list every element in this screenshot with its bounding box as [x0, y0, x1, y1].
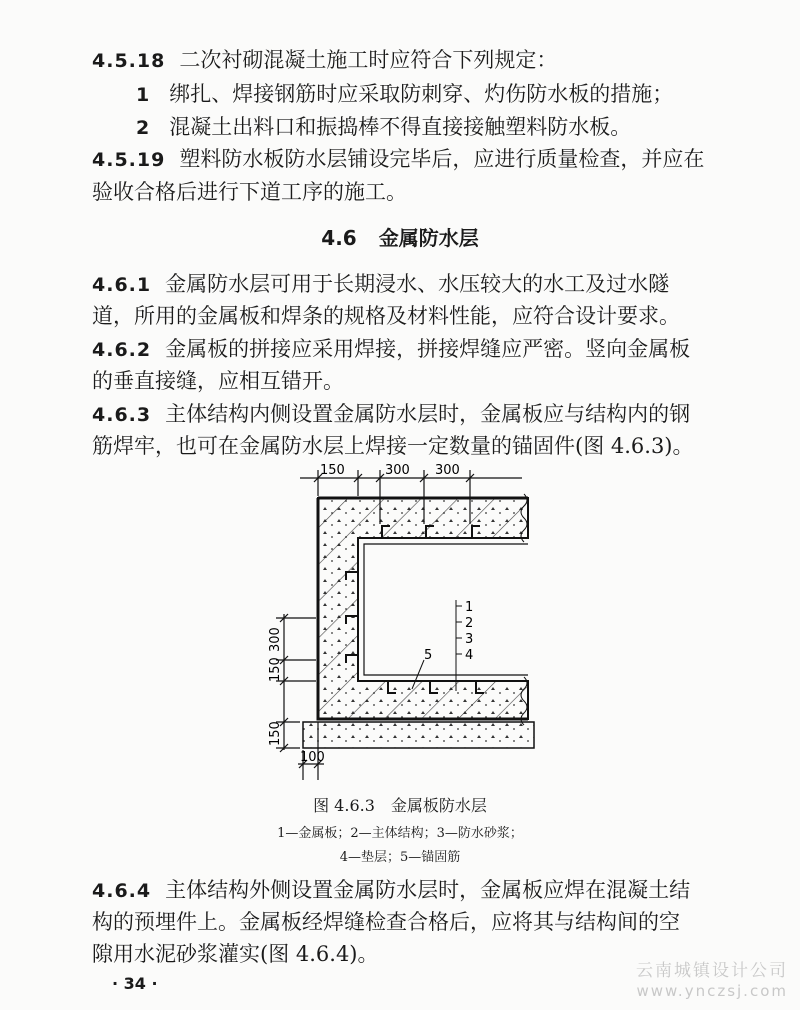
watermark-name: 云南城镇设计公司: [636, 961, 788, 981]
clause-number: 4.6.1: [92, 274, 152, 296]
metal-plate: [358, 538, 528, 681]
clause-text: 道，所用的金属板和焊条的规格及材料性能，应符合设计要求。: [92, 304, 680, 328]
main-structure-hatch: [318, 498, 528, 719]
clause-text: 金属板的拼接应采用焊接，拼接焊缝应严密。竖向金属板: [165, 337, 691, 361]
clause-text: 金属防水层可用于长期浸水、水压较大的水工及过水隧: [165, 272, 670, 296]
clause-text: 构的预埋件上。金属板经焊缝检查合格后，应将其与结构间的空: [92, 910, 680, 934]
clause-text: 主体结构内侧设置金属防水层时，金属板应与结构内的钢: [165, 402, 691, 426]
callout-4: 4: [465, 648, 474, 663]
callout-2: 2: [465, 616, 474, 631]
clause-text: 隙用水泥砂浆灌实(图 4.6.4)。: [92, 942, 379, 966]
clause-number: 4.6.4: [92, 880, 152, 902]
clause-number: 4.6.3: [92, 404, 152, 426]
callout-leaders: [412, 600, 462, 691]
section-title: 金属防水层: [378, 226, 479, 250]
dim-left-150a: 150: [268, 657, 283, 682]
dim-bottom-100: 100: [300, 750, 325, 765]
figure-caption: 图 4.6.3 金属板防水层: [313, 796, 487, 815]
clause-text: 筋焊牢，也可在金属防水层上焊接一定数量的锚固件(图 4.6.3)。: [92, 434, 694, 458]
clause-4-6-4-cont-2: [92, 938, 379, 970]
page-number: · 34 ·: [112, 974, 158, 993]
figure-legend-line-2: 4—垫层；5—锚固筋: [339, 850, 461, 865]
dim-left-300: 300: [268, 627, 283, 652]
dim-top-300a: 300: [385, 463, 410, 478]
watermark-url: www.ynczsj.com: [636, 982, 788, 1000]
callout-3: 3: [465, 632, 474, 647]
dim-top-150: 150: [320, 463, 345, 478]
clause-text: 塑料防水板防水层铺设完毕后，应进行质量检查，并应在: [179, 147, 705, 171]
clause-text: 验收合格后进行下道工序的施工。: [92, 180, 407, 204]
section-number: 4.6: [321, 226, 357, 250]
item-number: 1: [136, 84, 150, 106]
item-number: 2: [136, 117, 150, 139]
item-text: 混凝土出料口和振捣棒不得直接接触塑料防水板。: [169, 115, 632, 139]
clause-number: 4.5.19: [92, 149, 166, 171]
dim-left-150b: 150: [268, 721, 283, 746]
dim-top-300b: 300: [435, 463, 460, 478]
item-text: 绑扎、焊接钢筋时应采取防刺穿、灼伤防水板的措施；: [169, 82, 674, 106]
clause-text: 的垂直接缝，应相互错开。: [92, 369, 344, 393]
callout-5: 5: [424, 648, 433, 663]
clause-4-6-4: [92, 874, 690, 907]
clause-text: 主体结构外侧设置金属防水层时，金属板应焊在混凝土结: [165, 878, 691, 902]
waterproof-mortar: [364, 544, 528, 675]
clause-number: 4.5.18: [92, 50, 166, 72]
clause-text: 二次衬砌混凝土施工时应符合下列规定：: [179, 48, 558, 72]
clause-number: 4.6.2: [92, 339, 152, 361]
cushion-layer: [303, 722, 534, 748]
clause-4-6-4-cont-1: [92, 906, 680, 938]
figure-legend-line-1: 1—金属板；2—主体结构；3—防水砂浆；: [277, 826, 523, 841]
callout-1: 1: [465, 600, 474, 615]
